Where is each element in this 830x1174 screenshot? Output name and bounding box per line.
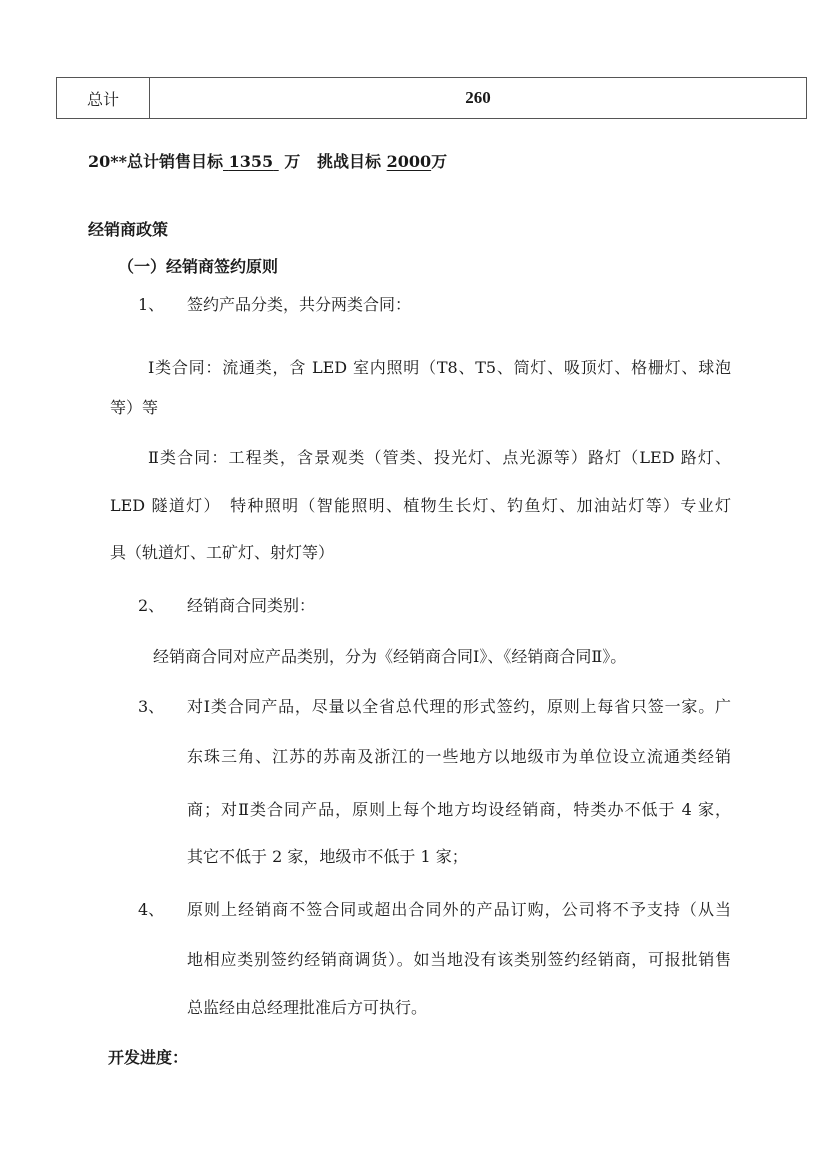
item-text: 地相应类别签约经销商调货）。如当地没有该类别签约经销商，可报批销售 bbox=[187, 950, 731, 969]
class1-line: 等）等 bbox=[110, 398, 159, 417]
sales-target-number: 1355 bbox=[228, 152, 274, 171]
class2-line: 具（轨道灯、工矿灯、射灯等） bbox=[110, 543, 335, 562]
class2-line: Ⅱ类合同：工程类，含景观类（管类、投光灯、点光源等）路灯（LED 路灯、 bbox=[148, 448, 731, 467]
item-text: 对Ⅰ类合同产品，尽量以全省总代理的形式签约，原则上每省只签一家。广 bbox=[187, 697, 731, 716]
class2-line: LED 隧道灯） 特种照明（智能照明、植物生长灯、钓鱼灯、加油站灯等）专业灯 bbox=[110, 496, 731, 515]
class1-line: Ⅰ类合同：流通类，含 LED 室内照明（T8、T5、筒灯、吸顶灯、格栅灯、球泡 bbox=[148, 358, 731, 377]
total-table bbox=[56, 77, 807, 119]
item-text: 经销商合同类别： bbox=[187, 596, 316, 615]
item-number: 4、 bbox=[138, 900, 165, 919]
item-text: 总监经由总经理批准后方可执行。 bbox=[187, 998, 428, 1017]
item-number: 3、 bbox=[138, 697, 165, 716]
item-number: 2、 bbox=[138, 596, 165, 615]
section-title: 经销商政策 bbox=[88, 220, 169, 239]
total-value: 260 bbox=[150, 78, 807, 119]
challenge-target-value: 2000 bbox=[386, 152, 432, 171]
item-text: 原则上经销商不签合同或超出合同外的产品订购，公司将不予支持（从当 bbox=[187, 900, 731, 919]
unit: 万 bbox=[284, 152, 301, 171]
sales-target-value bbox=[223, 152, 279, 171]
item-text: 东珠三角、江苏的苏南及浙江的一些地方以地级市为单位设立流通类经销 bbox=[187, 747, 731, 766]
progress-title: 开发进度： bbox=[108, 1048, 189, 1067]
target-prefix: 20**总计销售目标 bbox=[88, 152, 224, 171]
sales-target-line bbox=[88, 151, 447, 173]
item-text: 其它不低于 2 家，地级市不低于 1 家； bbox=[187, 847, 468, 866]
item-number: 1、 bbox=[138, 295, 165, 314]
item-text: 签约产品分类，共分两类合同： bbox=[187, 295, 412, 314]
item-text: 商；对Ⅱ类合同产品，原则上每个地方均设经销商，特类办不低于 4 家， bbox=[187, 800, 731, 819]
total-label: 总计 bbox=[57, 78, 150, 119]
contract-types-text: 经销商合同对应产品类别，分为《经销商合同Ⅰ》、《经销商合同Ⅱ》。 bbox=[153, 647, 627, 666]
unit: 万 bbox=[431, 152, 448, 171]
challenge-label: 挑战目标 bbox=[317, 152, 382, 171]
subsection-title: （一）经销商签约原则 bbox=[118, 257, 279, 276]
